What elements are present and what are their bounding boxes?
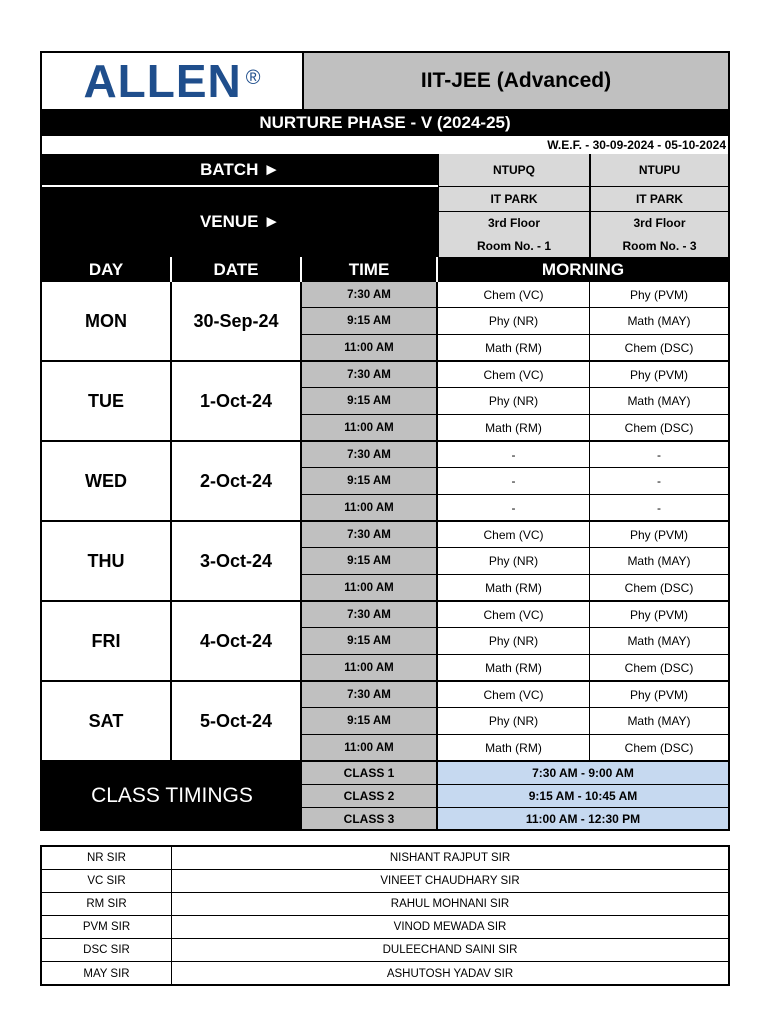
day-cell: SAT — [42, 682, 172, 762]
time-cell: 7:30 AM — [302, 362, 438, 388]
class-cell-batch1: Math (RM) — [438, 655, 590, 682]
class-time-range: 11:00 AM - 12:30 PM — [438, 808, 728, 829]
logo — [42, 53, 304, 109]
date-cell: 30-Sep-24 — [172, 282, 302, 362]
class-cell-batch1: Phy (NR) — [438, 308, 590, 335]
registered-mark: ® — [245, 67, 261, 89]
timetable — [40, 51, 730, 831]
class-cell-batch2: Chem (DSC) — [590, 415, 728, 442]
day-cell: WED — [42, 442, 172, 522]
col-header-day: DAY — [42, 257, 172, 282]
date-cell: 1-Oct-24 — [172, 362, 302, 442]
teacher-name: NISHANT RAJPUT SIR — [389, 852, 511, 864]
teacher-name: ASHUTOSH YADAV SIR — [386, 967, 514, 980]
class-cell-batch2: Math (MAY) — [590, 708, 728, 735]
date-cell: 3-Oct-24 — [172, 522, 302, 602]
class-cell-batch1: Math (RM) — [438, 735, 590, 762]
class-cell-batch2: Phy (PVM) — [590, 282, 728, 308]
exam-title: IIT-JEE (Advanced) — [304, 53, 728, 109]
effective-dates: W.E.F. - 30-09-2024 - 05-10-2024 — [42, 136, 728, 154]
class-cell-batch1: Phy (NR) — [438, 388, 590, 415]
class-cell-batch2: Chem (DSC) — [590, 655, 728, 682]
class-cell-batch1: Chem (VC) — [438, 682, 590, 708]
teacher-code: RM SIR — [42, 893, 172, 915]
class-timings-label: CLASS TIMINGS — [42, 762, 302, 829]
phase-title: NURTURE PHASE - V (2024-25) — [42, 109, 728, 136]
date-cell: 4-Oct-24 — [172, 602, 302, 682]
class-cell-batch1: - — [438, 495, 590, 522]
day-cell: FRI — [42, 602, 172, 682]
time-cell: 11:00 AM — [302, 335, 438, 362]
date-cell: 5-Oct-24 — [172, 682, 302, 762]
batch-floor: 3rd Floor — [438, 212, 590, 234]
batch-code: NTUPQ — [438, 154, 590, 187]
col-header-date: DATE — [172, 257, 302, 282]
teacher-code: MAY SIR — [42, 962, 172, 985]
class-cell-batch2: Phy (PVM) — [590, 682, 728, 708]
class-cell-batch2: Math (MAY) — [590, 548, 728, 575]
day-cell: TUE — [42, 362, 172, 442]
batch-venue: IT PARK — [590, 187, 728, 212]
teacher-row — [42, 893, 728, 916]
class-cell-batch2: Chem (DSC) — [590, 735, 728, 762]
teacher-name: VINOD MEWADA SIR — [393, 921, 507, 933]
class-cell-batch1: - — [438, 442, 590, 468]
col-header-session: MORNING — [438, 257, 728, 282]
time-cell: 9:15 AM — [302, 708, 438, 735]
time-cell: 11:00 AM — [302, 655, 438, 682]
class-cell-batch2: Phy (PVM) — [590, 602, 728, 628]
class-cell-batch1: Chem (VC) — [438, 362, 590, 388]
class-cell-batch2: Math (MAY) — [590, 388, 728, 415]
venue-label: VENUE ► — [42, 187, 438, 257]
class-cell-batch1: Math (RM) — [438, 415, 590, 442]
time-cell: 7:30 AM — [302, 282, 438, 308]
time-cell: 7:30 AM — [302, 522, 438, 548]
time-cell: 11:00 AM — [302, 415, 438, 442]
time-cell: 11:00 AM — [302, 575, 438, 602]
teacher-code: PVM SIR — [42, 916, 172, 938]
class-cell-batch2: Math (MAY) — [590, 308, 728, 335]
teacher-code: NR SIR — [42, 847, 172, 869]
class-number: CLASS 3 — [302, 808, 438, 829]
batch-label: BATCH ► — [42, 154, 438, 187]
class-cell-batch2: Chem (DSC) — [590, 335, 728, 362]
class-cell-batch1: Phy (NR) — [438, 548, 590, 575]
teacher-row — [42, 847, 728, 870]
class-cell-batch1: Phy (NR) — [438, 708, 590, 735]
batch-room: Room No. - 3 — [590, 234, 728, 257]
teacher-name: DULEECHAND SAINI SIR — [382, 944, 518, 956]
date-cell: 2-Oct-24 — [172, 442, 302, 522]
class-cell-batch2: - — [590, 442, 728, 468]
batch-room: Room No. - 1 — [438, 234, 590, 257]
time-cell: 9:15 AM — [302, 548, 438, 575]
teacher-row — [42, 870, 728, 893]
teacher-row — [42, 962, 728, 985]
time-cell: 9:15 AM — [302, 468, 438, 495]
class-number: CLASS 2 — [302, 785, 438, 808]
teacher-row — [42, 939, 728, 962]
class-cell-batch1: Math (RM) — [438, 335, 590, 362]
batch-code: NTUPU — [590, 154, 728, 187]
class-cell-batch2: - — [590, 495, 728, 522]
logo-text: ALLEN — [83, 55, 242, 107]
class-cell-batch1: Phy (NR) — [438, 628, 590, 655]
class-number: CLASS 1 — [302, 762, 438, 785]
day-cell: MON — [42, 282, 172, 362]
class-cell-batch2: Phy (PVM) — [590, 522, 728, 548]
time-cell: 9:15 AM — [302, 308, 438, 335]
time-cell: 11:00 AM — [302, 735, 438, 762]
class-cell-batch2: - — [590, 468, 728, 495]
class-cell-batch1: Chem (VC) — [438, 602, 590, 628]
day-cell: THU — [42, 522, 172, 602]
class-cell-batch1: Chem (VC) — [438, 282, 590, 308]
class-cell-batch2: Phy (PVM) — [590, 362, 728, 388]
time-cell: 7:30 AM — [302, 682, 438, 708]
teacher-name: VINEET CHAUDHARY SIR — [380, 875, 520, 887]
class-time-range: 9:15 AM - 10:45 AM — [438, 785, 728, 808]
time-cell: 11:00 AM — [302, 495, 438, 522]
time-cell: 9:15 AM — [302, 628, 438, 655]
class-cell-batch2: Math (MAY) — [590, 628, 728, 655]
teacher-code: VC SIR — [42, 870, 172, 892]
teacher-code: DSC SIR — [42, 939, 172, 961]
class-cell-batch1: Math (RM) — [438, 575, 590, 602]
batch-floor: 3rd Floor — [590, 212, 728, 234]
batch-venue: IT PARK — [438, 187, 590, 212]
teacher-name: RAHUL MOHNANI SIR — [390, 898, 510, 910]
teacher-legend — [40, 845, 730, 986]
time-cell: 7:30 AM — [302, 442, 438, 468]
time-cell: 9:15 AM — [302, 388, 438, 415]
col-header-time: TIME — [302, 257, 438, 282]
class-cell-batch2: Chem (DSC) — [590, 575, 728, 602]
class-cell-batch1: Chem (VC) — [438, 522, 590, 548]
class-time-range: 7:30 AM - 9:00 AM — [438, 762, 728, 785]
class-cell-batch1: - — [438, 468, 590, 495]
time-cell: 7:30 AM — [302, 602, 438, 628]
teacher-row — [42, 916, 728, 939]
